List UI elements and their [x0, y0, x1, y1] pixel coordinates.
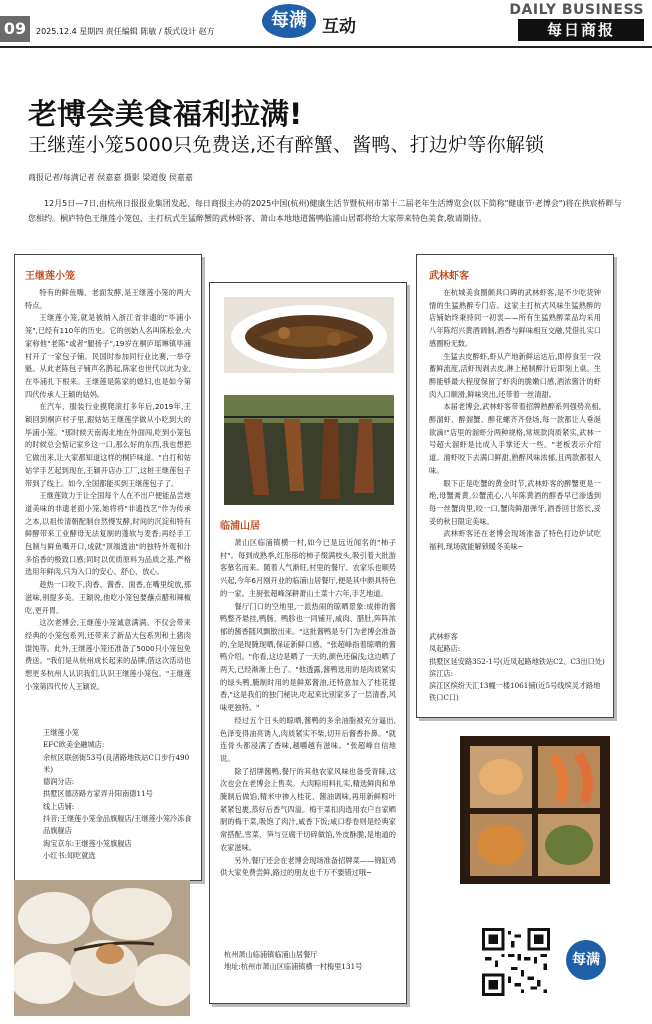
xiaolongbao-photo — [14, 880, 190, 1016]
info-line: 淘宝京东:王继莲小笼旗舰店 — [43, 838, 132, 848]
info-line: 武林虾客 — [429, 632, 458, 641]
info-line: 小红书:知吃就选 — [43, 850, 96, 860]
section-title: 王继莲小笼 — [25, 271, 75, 282]
column-linpu-shanju — [209, 282, 407, 1004]
info-line: 地址:杭州市萧山区临浦镇横一村梅里131号 — [224, 962, 363, 972]
info-line: EFC欧美金融城店: — [43, 740, 105, 750]
restaurant-info — [224, 949, 400, 974]
subheadline: 王继莲小笼5000只免费送,还有醉蟹、酱鸭、打边炉等你解锁 — [28, 134, 545, 156]
paragraph: 另外,餐厅还会在老博会现场准备招牌菜——锦缸鸡供大家免费尝鲜,路过的朋友也千万不要错过哦~ — [220, 855, 396, 878]
column-wang-jilian — [14, 254, 202, 881]
byline: 商报记者/每满记者 侯嘉嘉 摄影 梁道俊 侯嘉嘉 — [28, 173, 193, 182]
brand-english: DAILY BUSINESS — [509, 2, 644, 18]
qr-code-icon — [482, 928, 550, 996]
dateline: 2025.12.4 星期四 责任编辑 陈敏 / 版式设计 赵方 — [36, 27, 215, 36]
info-line: 滨江店: — [429, 668, 453, 678]
meiman-logo-icon: 每满 — [566, 940, 606, 980]
store-info — [43, 727, 193, 862]
info-line: 德润分店: — [43, 777, 75, 787]
section-logo — [262, 4, 362, 44]
paragraph: 这次老博会,王继莲小笼诚意满满。不仅会带来经典的小笼包系列,还带来了新品大包系列和土猪肉馄饨等。此外,王继莲小笼还准备了5000只小笼包免费送。"我们是从杭州成长起来的品牌,借这次活动也想更多杭州人认识我们,认识王继莲小笼包。"王继莲小笼第四代传人王颖说。 — [25, 618, 191, 691]
section-title: 临浦山居 — [220, 521, 260, 532]
paragraph: 在汽车、服装行业摸爬滚打多年后,2019年,王颖回到桐庐村子里,跟姑姑王继莲学做从小吃到大的毕浦小笼。"那时候天南海北地在外面闯,吃到小笼包的时候总会惦记家乡这一口,那么好的东西,我也想把它做出来,让大家都知道这样的桐庐味道。"自打和姑姑学手艺起到现在,王颖开店办工厂,这桩王继莲包子带到了线上。如今,全国都能买到王继莲包子了。 — [25, 402, 191, 488]
article-body — [220, 537, 396, 880]
info-line: 杭州萧山临浦镇临浦山居餐厅 — [224, 950, 318, 959]
lead-paragraph: 12月5日—7日,由杭州日报报业集团发起、每日商报主办的2025中国(杭州)健康生活节暨杭州市第十二届老年生活博览会(以下简称"健康节·老博会")将在拱宸桥畔与您相约。桐庐特色王继莲小笼包、主打杭式生猛醉蟹的武林虾客、萧山本地地道酱鸭临浦山居都将给大家带来特色美食,敬请期待。 — [28, 199, 622, 223]
store-info — [429, 631, 605, 705]
paragraph: 趁热一口咬下,肉香、酱香、面香,在嘴里绽放,那滋味,别提多美。王颖说,他吃小笼包要蘸点醋和辣椒吃,更开胃。 — [25, 580, 191, 615]
page-number: 09 — [0, 16, 30, 42]
hanging-duck-photo — [224, 395, 394, 505]
paragraph: 除了招牌酱鸭,餐厅的其他农家风味也备受青睐,这次也会在老博会上售卖。大肉粽用料扎实,精选鲜肉和单腌制后做馅,精米中掺入桂花、酱油调味,再用新鲜粽叶紧紧包裹,蒸好后香气四溢。梅干菜扣肉选用农户自家晒制的梅干菜,吸饱了肉汁,咸香下饭;咸口春卷则是经典家常搭配,雪菜、笋与豆腐干切碎做馅,外皮酥脆,是地道的农家滋味。 — [220, 766, 396, 852]
article-body — [429, 287, 601, 554]
info-line: 滨江区缤纷天汇13幢一楼1061铺(近5号线缤灵才路地铁口C口) — [429, 681, 601, 703]
headline: 老博会美食福利拉满! — [28, 97, 303, 131]
paragraph: 在杭城美食圈颇具口碑的武林虾客,是不少吃货钟情的生猛熟醉专门店。这家主打杭式风味生猛熟醉的店铺始终秉持同一初衷——所有生猛熟醉菜品均采用八年陈绍兴黄酒调制,酒香与鲜味相互交融,凭借扎实口感圈粉无数。 — [429, 288, 601, 348]
drunken-seafood-photo — [460, 736, 610, 884]
article-body — [25, 287, 191, 694]
section-name: 互动 — [322, 17, 356, 37]
paragraph: 餐厅门口的空地里,一派热闹的晾晒景象:成排的酱鸭整齐悬挂,鸭肠、鸭胗也一同铺开,咸肉、腊肚,阵阵浓郁的酱香随风飘散出来。"这批酱鸭是专门为老博会准备的,全是现腌现晒,保证新鲜口感。"张超峰指着晾晒的酱鸭介绍。"你看,这边是晒了一天的,颜色还偏浅;这边晒了两天,已经渐渐上色了。"他透露,酱鸭选用的是肉质紧实的绿头鸭,腌制时用的是鲜郑酱油,还特意加入了桂花提香,"这是我们的独门秘诀,吃起来比别家多了一层清香,风味更独特。" — [220, 601, 396, 713]
paragraph: 萧山区临浦镇横一村,如今已是远近闻名的"柿子村"。每到成熟季,红彤彤的柿子缀满枝头,吸引着大批游客慕名而来。随着人气渐旺,村里的餐厅、农家乐也顺势兴起,今年6月刚开业的临浦山居餐厅,便是其中颇具特色的一家。主厨张超峰深耕萧山土菜十六年,手艺地道。 — [220, 538, 396, 598]
meiman-logo-icon: 每满 — [262, 4, 316, 38]
info-line: 拱墅区延安路352-1号(近凤起路地铁站C2、C3出口处) — [429, 656, 605, 666]
info-line: 王继莲小笼 — [43, 728, 79, 737]
info-line: 抖音:王继莲小笼金品旗舰店/王继莲小笼冷冻食品旗舰店 — [43, 814, 192, 836]
paragraph: 武林虾客还在老博会现场准备了特色打边炉试吃福利,现场就能解锁暖冬美味~ — [429, 529, 601, 552]
info-line: 线上店铺: — [43, 801, 75, 811]
column-wulin-xiake — [416, 254, 614, 718]
paragraph: 本届老博会,武林虾客带着招牌熟醉系列强势亮相,醉溜虾、醉溜蟹、醉花螺齐齐登场,每一款都让人垂涎欲滴!"店里的溜虾分两种规格,常规款肉质紧实,武林一号超大溜虾是比成人手掌还大一些。"老板表示介绍道。溜虾咬下去满口鲜甜,熟醉风味浓郁,且两款都很入味。 — [429, 402, 601, 475]
paragraph: 生猛去皮醉虾,虾从产地新鲜运达后,即停食至一段蓄鲜流度,活虾现剥去皮,淋上秘制醉汁后即刻上桌。生醉能够最大程度保留了虾肉的脆嫩口感,酒浓酱汁的虾肉入口顺滑,鲜味突出,还带着一丝清甜。 — [429, 351, 601, 399]
paragraph: 王继莲致力于让全国每个人在不出户便能品尝地道美味的非遗老面小笼,她将将"非遗技艺"作为传承之本,以祖传清朝配制自然慢发酵,时间的沉淀和特有鲜酵带来工业酵母无法复制的蓬软与麦香;再经手工包制与鲜鱼嘴开口,成就"顶端透油"的独特外观和汁多馅香的极致口感;同时以优质原料为品质之基,严格选用年鲜肉,只为入口的安心、舒心、放心。 — [25, 491, 191, 577]
smoked-meat-dish-photo — [224, 297, 394, 373]
brand-chinese: 每日商报 — [518, 19, 644, 41]
info-line: 凤起路店: — [429, 644, 461, 654]
info-line: 拱墅区德济路方家弄升阳南德11号 — [43, 789, 153, 799]
header-divider — [0, 46, 652, 48]
info-line: 余杭区联创街53号(良渚路地铁站C口步行490米) — [43, 752, 190, 774]
paragraph: 经过五个日头的晾晒,酱鸭的多余油脂被充分逼出,色泽变得油亮诱人,肉质紧实不柴,切开后酱香扑鼻。"就连骨头都浸满了香味,越嚼越有滋味。"张超峰自信地说。 — [220, 715, 396, 763]
section-title: 武林虾客 — [429, 271, 469, 282]
paragraph: 眼下正是吃蟹的黄金时节,武林虾客的醉蟹更是一绝,母蟹膏黄,公蟹流心,八年陈黄酒的醇香早已渗透到每一丝蟹肉里,咬一口,蟹肉鲜甜弹牙,酒香回甘悠长,妥妥的秋日限定美味。 — [429, 478, 601, 526]
paragraph: 王继莲小笼,就是被纳入浙江省非遗的"毕浦小笼",已经有110年的历史。它的创始人名叫陈松金,大家称他"老陈"或者"腿扬子",19岁在桐庐瑶琳镇毕浦村开了一家包子铺。民国时参加同行业比赛,一举夺魁。从此老陈包子铺声名鹊起,陈家也世代以此为业,在毕浦扎下根来。王继莲是陈家的媳妇,也是如今第四代传承人王颖的姑妈。 — [25, 313, 191, 399]
paragraph: 特有的鲜鱼嘴、老面发酵,是王继莲小笼的两大特点。 — [25, 288, 191, 310]
